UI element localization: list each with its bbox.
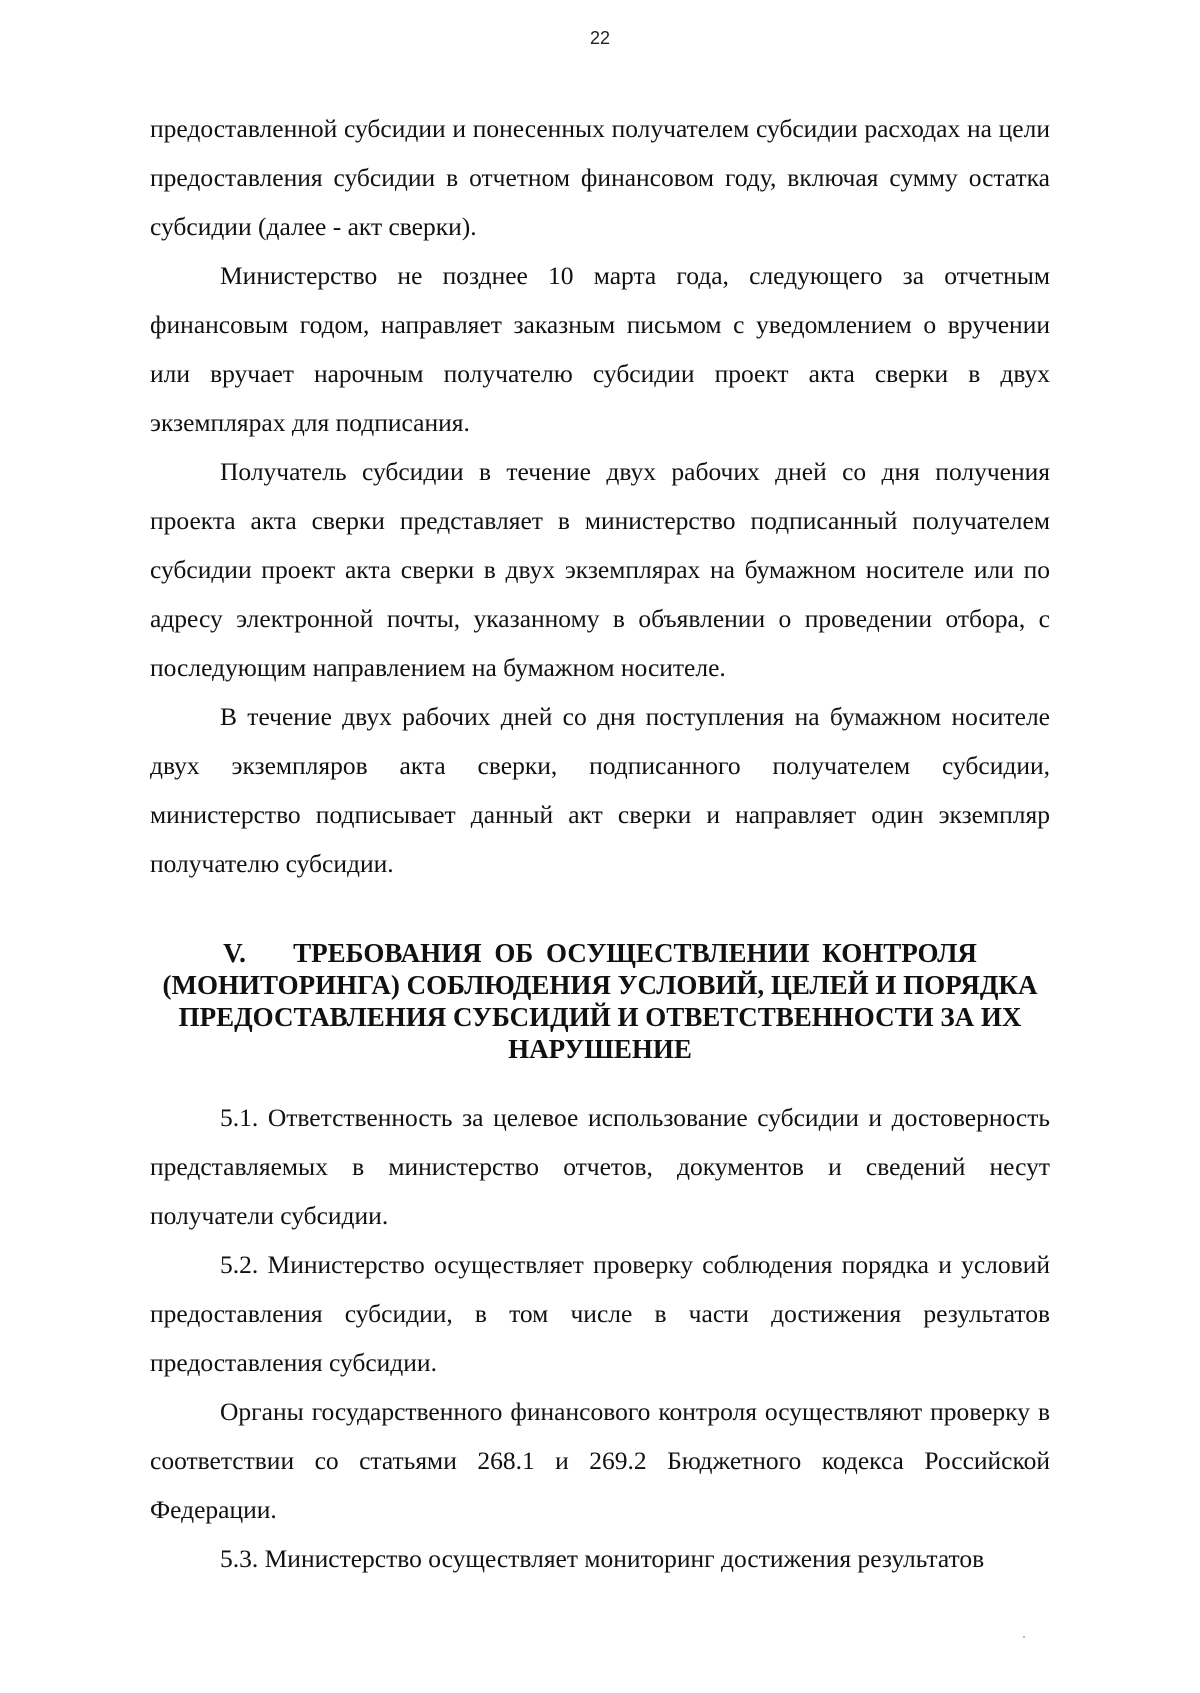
document-body: [150, 104, 1050, 1583]
section-heading-text-1: ТРЕБОВАНИЯ ОБ ОСУЩЕСТВЛЕНИИ КОНТРОЛЯ: [293, 938, 977, 968]
paragraph-financial-control: Органы государственного финансового контроля осуществляют проверку в соответствии со статьями 268.1 и 269.2 Бюджетного кодекса Российской Федерации.: [150, 1397, 1050, 1524]
section-heading-line-3: ПРЕДОСТАВЛЕНИЯ СУБСИДИЙ И ОТВЕТСТВЕННОСТИ ЗА ИХ: [178, 1002, 1022, 1032]
section-heading-line-2: (МОНИТОРИНГА) СОБЛЮДЕНИЯ УСЛОВИЙ, ЦЕЛЕЙ И ПОРЯДКА: [162, 970, 1038, 1000]
paragraph-continuation: предоставленной субсидии и понесенных получателем субсидии расходах на цели предоставления субсидии в отчетном финансовом году, включая сумму остатка субсидии (далее - акт сверки).: [150, 114, 1050, 241]
page-number: 22: [589, 28, 611, 48]
paragraph-recipient-signing: Получатель субсидии в течение двух рабочих дней со дня получения проекта акта сверки представляет в министерство подписанный получателем субсидии проект акта сверки в двух экземплярах на бумажном носителе или по адресу электронной почты, указанному в объявлении о проведении отбора, с последующим направлением на бумажном носителе.: [150, 457, 1050, 682]
section-heading-line-1: [150, 937, 1050, 969]
paragraph-ministry-signing: В течение двух рабочих дней со дня поступления на бумажном носителе двух экземпляров акта сверки, подписанного получателем субсидии, министерство подписывает данный акт сверки и направляет один экземпляр получателю субсидии.: [150, 702, 1050, 878]
section-heading: [150, 937, 1050, 1065]
scan-artifact: [1023, 1636, 1025, 1638]
paragraph-5-3: 5.3. Министерство осуществляет мониторинг достижения результатов: [220, 1544, 985, 1573]
section-heading-line-4: НАРУШЕНИЕ: [508, 1034, 692, 1064]
section-number: V.: [223, 938, 246, 968]
paragraph-5-1: 5.1. Ответственность за целевое использование субсидии и достоверность представляемых в министерство отчетов, документов и сведений несут получатели субсидии.: [150, 1103, 1050, 1230]
paragraph-act-reconciliation-deadline: Министерство не позднее 10 марта года, следующего за отчетным финансовым годом, направляет заказным письмом с уведомлением о вручении или вручает нарочным получателю субсидии проект акта сверки в двух экземплярах для подписания.: [150, 261, 1050, 437]
paragraph-5-2: 5.2. Министерство осуществляет проверку соблюдения порядка и условий предоставления субсидии, в том числе в части достижения результатов предоставления субсидии.: [150, 1250, 1050, 1377]
